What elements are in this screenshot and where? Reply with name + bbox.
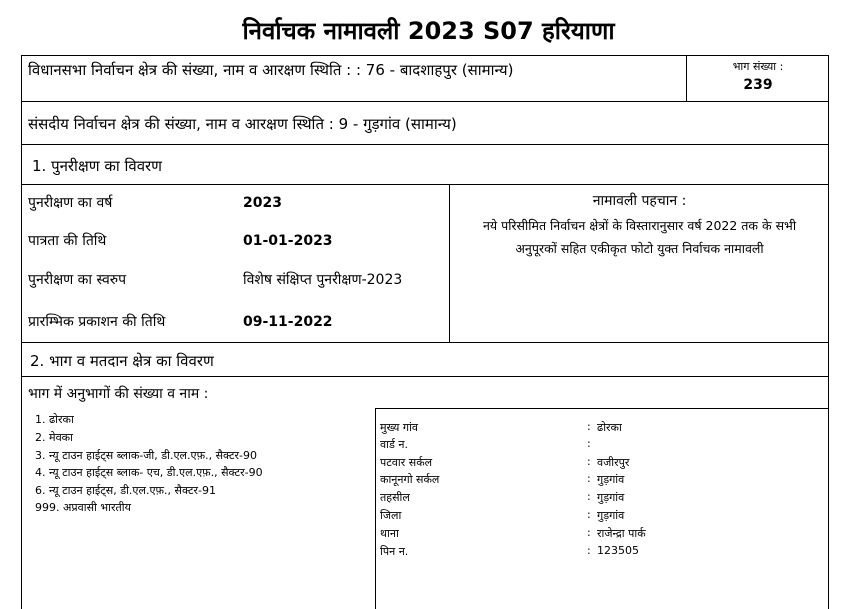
list-item: 1. ढोरका [35,413,74,426]
part-number-value: 239 [743,77,773,93]
revision-type-value: विशेष संक्षिप्त पुनरीक्षण-2023 [243,272,403,288]
detail-separator: : [587,526,591,539]
section2-heading: 2. भाग व मतदान क्षेत्र का विवरण [30,352,214,370]
police-station-value: राजेन्द्रा पार्क [597,527,646,540]
detail-separator: : [587,455,591,468]
district-label: जिला [380,509,402,522]
detail-separator: : [587,508,591,521]
revision-year-label: पुनरीक्षण का वर्ष [28,195,113,211]
list-item: 2. मेवका [35,431,73,444]
part-number-label: भाग संख्या : [732,60,784,73]
main-village-value: ढोरका [597,421,622,434]
police-station-label: थाना [380,527,399,540]
eligibility-date-label: पात्रता की तिथि [28,233,107,249]
list-item: 999. अप्रवासी भारतीय [35,501,131,514]
parliamentary-constituency-label: संसदीय निर्वाचन क्षेत्र की संख्या, नाम व आरक्षण स्थिति : 9 - गुड़गांव (सामान्य) [28,115,457,133]
section1-heading: 1. पुनरीक्षण का विवरण [32,157,163,175]
main-village-label: मुख्य गांव [380,421,419,434]
tehsil-label: तहसील [380,491,410,504]
eligibility-date-value: 01-01-2023 [243,233,333,249]
roll-identity-line-2: अनुपूरकों सहित एकीकृत फोटो युक्त निर्वाचक नामावली [515,241,764,256]
kanungo-circle-value: गुड़गांव [597,473,625,486]
list-item: 6. न्यू टाउन हाईट्स, डी.एल.एफ़., सैक्टर-91 [35,484,216,497]
pin-code-label: पिन न. [380,545,409,558]
list-item: 4. न्यू टाउन हाईट्स ब्लाक- एच, डी.एल.एफ़., सैक्टर-90 [35,466,263,479]
assembly-constituency-label: विधानसभा निर्वाचन क्षेत्र की संख्या, नाम व आरक्षण स्थिति : : 76 - बादशाहपुर (सामान्य) [28,61,514,79]
revision-type-label: पुनरीक्षण का स्वरुप [28,272,127,288]
detail-separator: : [587,490,591,503]
district-value: गुड़गांव [597,509,625,522]
pin-code-value: 123505 [597,544,639,557]
detail-separator: : [587,544,591,557]
subparts-heading: भाग में अनुभागों की संख्या व नाम : [28,386,209,402]
patwar-circle-label: पटवार सर्कल [380,456,433,469]
list-item: 3. न्यू टाउन हाईट्स ब्लाक-जी, डी.एल.एफ़., सैक्टर-90 [35,449,258,462]
patwar-circle-value: वजीरपुर [597,456,630,469]
revision-year-value: 2023 [243,195,282,211]
page-title: निर्वाचक नामावली 2023 S07 हरियाणा [242,17,615,45]
draft-publication-date-value: 09-11-2022 [243,314,333,330]
kanungo-circle-label: कानूनगो सर्कल [380,473,440,486]
roll-identity-heading: नामावली पहचान : [592,193,687,209]
detail-separator: : [587,437,591,450]
roll-identity-line-1: नये परिसीमित निर्वाचन क्षेत्रों के विस्तारानुसार वर्ष 2022 तक के सभी [482,218,797,233]
ward-number-label: वार्ड न. [380,438,408,451]
draft-publication-date-label: प्रारम्भिक प्रकाशन की तिथि [28,314,166,330]
detail-separator: : [587,420,591,433]
tehsil-value: गुड़गांव [597,491,625,504]
detail-separator: : [587,472,591,485]
